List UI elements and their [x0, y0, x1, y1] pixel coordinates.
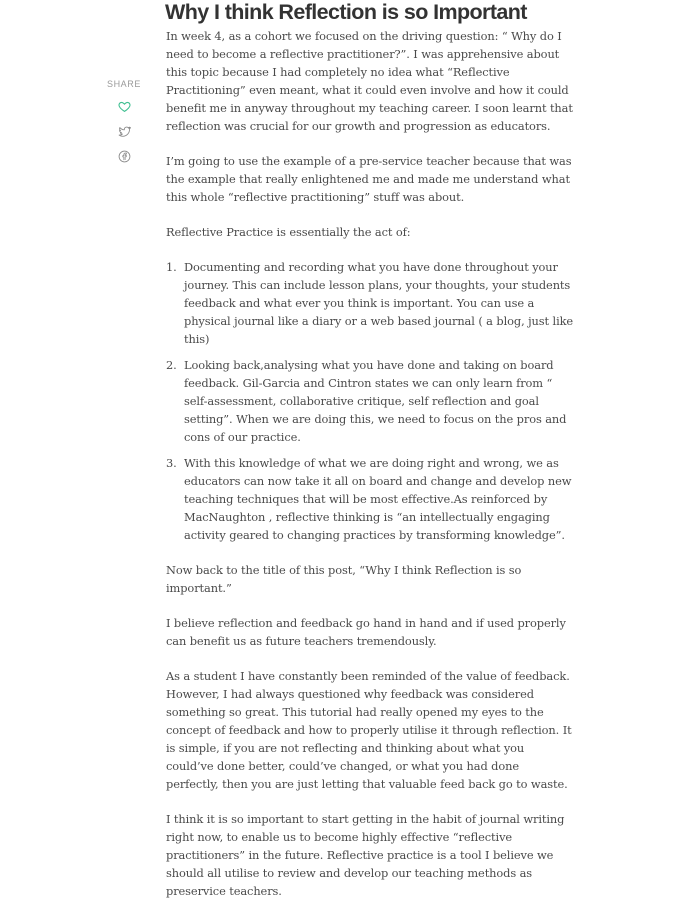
example-paragraph: I’m going to use the example of a pre-service teacher because that was the example that really enlightened me and made me understand what this whole “reflective practitioning” stuff was about.	[166, 154, 572, 204]
share-bar	[104, 79, 144, 172]
belief-paragraph: I believe reflection and feedback go hand in hand and if used properly can benefit us as future teachers tremendously.	[166, 616, 566, 648]
twitter-icon	[118, 125, 131, 138]
like-button[interactable]	[115, 97, 133, 115]
reflective-practice-list	[166, 258, 574, 544]
list-item	[166, 356, 574, 446]
list-item-number: 3.	[166, 456, 177, 470]
list-item-text: With this knowledge of what we are doing right and wrong, we as educators can now take it all on board and change and develop new teaching techniques that will be most effective.As reinforced by MacNaughton , reflective thinking is “an intellectually engaging activity geared to changing practices by transforming knowledge”.	[184, 456, 572, 542]
twitter-share-button[interactable]	[115, 122, 133, 140]
list-item-text: Looking back,analysing what you have done and taking on board feedback. Gil-Garcia and Cintron states we can only learn from “ self-assessment, collaborative critique, self reflection and goal setting”. When we are doing this, we need to focus on the pros and cons of our practice.	[184, 358, 567, 444]
intro-paragraph: In week 4, as a cohort we focused on the driving question: “ Why do I need to become a reflective practitioner?”. I was apprehensive about this topic because I had completely no idea what “Reflective Practitioning” even meant, what it could even involve and how it could benefit me in anyway throughout my teaching career. I soon learnt that reflection was crucial for our growth and progression as educators.	[166, 29, 573, 133]
list-item	[166, 454, 574, 544]
facebook-share-button[interactable]	[115, 147, 133, 165]
post-title: Why I think Reflection is so Important	[165, 0, 527, 24]
list-item-number: 2.	[166, 358, 177, 372]
back-to-title-paragraph: Now back to the title of this post, “Why I think Reflection is so important.”	[166, 563, 522, 595]
conclusion-paragraph: I think it is so important to start getting in the habit of journal writing right now, to enable us to become highly effective “reflective practitioners” in the future. Reflective practice is a tool I believe we should all utilise to review and develop our teaching methods as preservice teachers.	[166, 812, 565, 898]
heart-icon	[118, 100, 131, 113]
student-paragraph: As a student I have constantly been reminded of the value of feedback. However, I had always questioned why feedback was considered something so great. This tutorial had really opened my eyes to the concept of feedback and how to properly utilise it through reflection. It is simple, if you are not reflecting and thinking about what you could’ve done better, could’ve changed, or what you had done perfectly, then you are just letting that valuable feed back go to waste.	[166, 669, 572, 791]
share-label: SHARE	[106, 79, 141, 89]
list-item-text: Documenting and recording what you have done throughout your journey. This can include lesson plans, your thoughts, your students feedback and what ever you think is important. You can use a physical journal like a diary or a web based journal ( a blog, just like this)	[184, 260, 574, 346]
facebook-icon	[118, 150, 131, 163]
lead-in-paragraph: Reflective Practice is essentially the act of:	[166, 225, 411, 239]
list-item	[166, 258, 574, 348]
list-item-number: 1.	[166, 260, 177, 274]
post-body	[166, 27, 574, 917]
